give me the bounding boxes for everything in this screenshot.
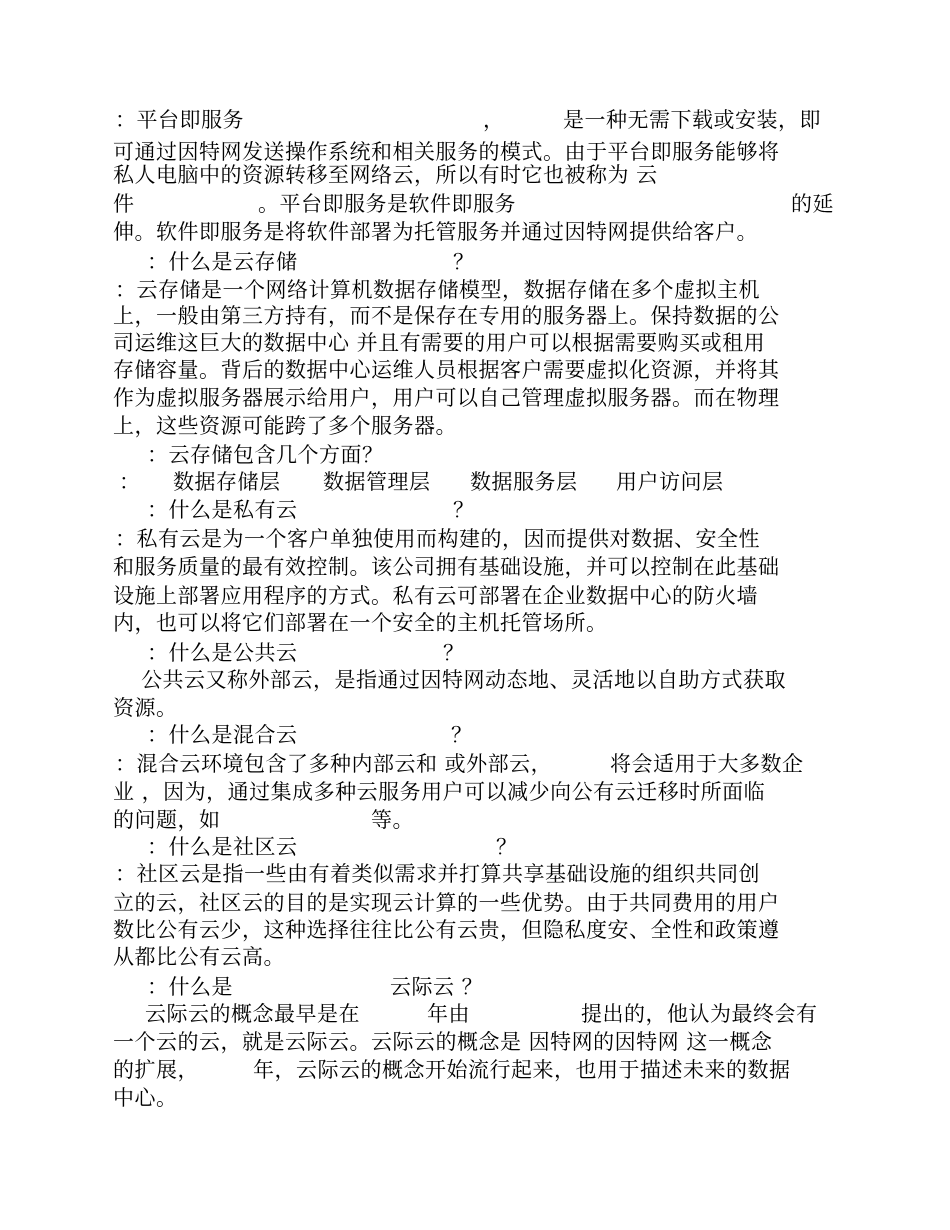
text-segment: 是一种无需下载或安装，即 bbox=[563, 108, 821, 132]
question-text: ：云存储包含几个方面？ bbox=[147, 443, 384, 467]
text-segment: 内，也可以将它们部署在一个安全的主机托管场所。 bbox=[113, 611, 608, 635]
question-text: ：什么是公共云 bbox=[147, 641, 298, 665]
text-segment: 上，这些资源可能跨了多个服务器。 bbox=[113, 414, 457, 438]
text-segment: 立的云，社区云的目的是实现云计算的一些优势。由于共同费用的用户 bbox=[113, 891, 780, 915]
text-segment: 。平台即服务是软件即服务 bbox=[258, 192, 516, 216]
text-segment: 数比公有云少，这种选择往往比公有云贵，但隐私度安、全性和政策遵 bbox=[113, 918, 780, 942]
text-segment: 从都比公有云高。 bbox=[113, 945, 285, 969]
text-segment: 等。 bbox=[371, 808, 414, 832]
text-segment: 资源。 bbox=[113, 696, 178, 720]
text-segment: 年，云际云的概念开始流行起来，也用于描述未来的数据 bbox=[253, 1058, 791, 1082]
question-mark: ？ bbox=[453, 498, 475, 522]
text-segment: 私人电脑中的资源转移至网络云，所以有时它也被称为 云 bbox=[113, 163, 658, 187]
text-line bbox=[113, 1086, 178, 1158]
question-text: ：什么是混合云 bbox=[147, 723, 298, 747]
question-text: ：什么是社区云 bbox=[147, 835, 298, 859]
question-text: 云际云 ？ bbox=[390, 975, 484, 999]
text-segment: 一个云的云，就是云际云。云际云的概念是 因特网的因特网 这一概念 bbox=[113, 1030, 773, 1054]
question-mark: ？ bbox=[443, 641, 465, 665]
text-segment: 可通过因特网发送操作系统和相关服务的模式。由于平台即服务能够将 bbox=[113, 140, 780, 164]
text-segment: 将会适用于大多数企 bbox=[610, 752, 804, 776]
layer-item: 用户访问层 bbox=[616, 470, 724, 494]
question-mark: ？ bbox=[453, 250, 475, 274]
text-segment: 年由 bbox=[427, 1002, 470, 1026]
question-text: ：什么是 bbox=[147, 975, 233, 999]
question-mark: ？ bbox=[496, 835, 518, 859]
question-text: ：什么是私有云 bbox=[147, 498, 298, 522]
text-segment: 提出的，他认为最终会有 bbox=[581, 1002, 818, 1026]
layer-item: 数据存储层 bbox=[173, 470, 281, 494]
text-segment: ：私有云是为一个客户单独使用而构建的，因而提供对数据、安全性 bbox=[115, 527, 760, 551]
layer-item: 数据服务层 bbox=[470, 470, 578, 494]
text-segment: 云际云的概念最早是在 bbox=[145, 1002, 360, 1026]
text-segment: 伸。软件即服务是将软件部署为托管服务并通过因特网提供给客户。 bbox=[113, 220, 758, 244]
text-segment: 上，一般由第三方持有，而不是保存在专用的服务器上。保持数据的公 bbox=[113, 304, 780, 328]
text-segment: 设施上部署应用程序的方式。私有云可部署在企业数据中心的防火墙 bbox=[113, 584, 758, 608]
text-segment: 司运维这巨大的数据中心 并且有需要的用户可以根据需要购买或租用 bbox=[113, 331, 766, 355]
text-segment: 和服务质量的最有效控制。该公司拥有基础设施，并可以控制在此基础 bbox=[113, 555, 780, 579]
text-segment: 的延 bbox=[791, 192, 834, 216]
text-segment: ：云存储是一个网络计算机数据存储模型，数据存储在多个虚拟主机 bbox=[115, 278, 760, 302]
layer-item: 数据管理层 bbox=[323, 470, 431, 494]
text-segment: ：社区云是指一些由有着类似需求并打算共享基础设施的组织共同创 bbox=[115, 862, 760, 886]
question-text: ：什么是云存储 bbox=[147, 250, 298, 274]
text-segment: 存储容量。背后的数据中心运维人员根据客户需要虚拟化资源，并将其 bbox=[113, 358, 780, 382]
text-segment: ： bbox=[119, 470, 141, 494]
text-segment: ：平台即服务 bbox=[115, 108, 244, 132]
text-segment: ， bbox=[483, 108, 505, 132]
text-segment: 件 bbox=[113, 192, 135, 216]
text-segment: 的扩展， bbox=[113, 1058, 199, 1082]
question-mark: ？ bbox=[451, 723, 473, 747]
text-segment: 公共云又称外部云，是指通过因特网动态地、灵活地以自助方式获取 bbox=[141, 668, 786, 692]
text-segment: 中心。 bbox=[113, 1086, 178, 1110]
text-segment: ：混合云环境包含了多种内部云和 或外部云， bbox=[115, 752, 553, 776]
text-segment: 的问题，如 bbox=[113, 808, 221, 832]
text-segment: 业 ，因为，通过集成多种云服务用户可以减少向公有云迁移时所面临 bbox=[113, 780, 766, 804]
text-segment: 作为虚拟服务器展示给用户，用户可以自己管理虚拟服务器。而在物理 bbox=[113, 386, 780, 410]
